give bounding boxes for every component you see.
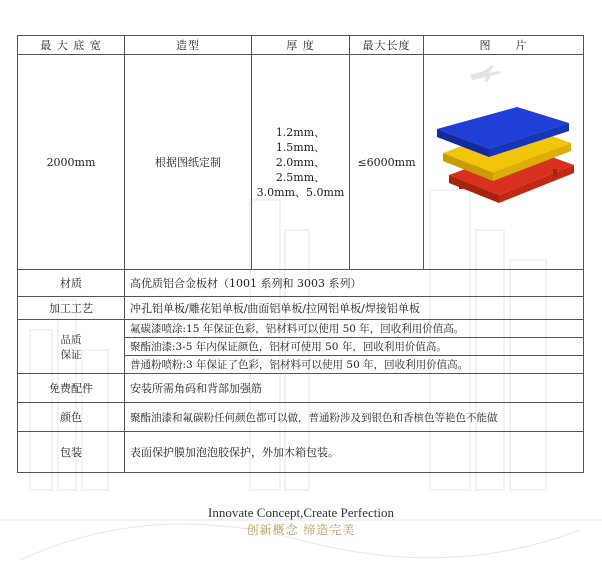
aluminum-plates-image [429, 107, 579, 217]
color-value: 聚酯油漆和氟碳粉任何颜色都可以做，普通粉涉及到银色和香槟色等艳色不能做 [125, 403, 584, 432]
slogan-chinese: 创新概念 缔造完美 [246, 523, 356, 537]
quality-item: 普通粉喷粉:3 年保证了色彩，铝材料可以使用 50 年，回收利用价值高。 [125, 356, 584, 374]
quality-item: 聚酯油漆:3-5 年内保证颜色，铝材可使用 50 年，回收利用价值高。 [125, 338, 584, 356]
thickness-line: 3.0mm、5.0mm [256, 185, 345, 199]
material-row [18, 270, 584, 297]
pack-value: 表面保护膜加泡泡胶保护，外加木箱包装。 [125, 432, 584, 473]
quality-row-1 [18, 320, 584, 338]
length-value: ≤6000mm [350, 55, 424, 270]
process-row [18, 297, 584, 320]
process-value: 冲孔铝单板/雕花铝单板/曲面铝单板/拉网铝单板/焊接铝单板 [125, 297, 584, 320]
header-row [18, 36, 584, 55]
thickness-line: 1.2mm、1.5mm、 [275, 125, 326, 154]
header-picture: 图 片 [424, 36, 584, 55]
product-picture [424, 55, 584, 270]
pack-label: 包装 [18, 432, 125, 473]
spec-table [17, 35, 584, 473]
packaging-row [18, 432, 584, 473]
process-label: 加工工艺 [18, 297, 125, 320]
header-max-length: 最大长度 [350, 36, 424, 55]
shape-value: 根据图纸定制 [125, 55, 252, 270]
material-label: 材质 [18, 270, 125, 297]
thickness-line: 2.0mm、2.5mm、 [275, 155, 326, 184]
quality-label [18, 320, 125, 374]
slogan-english: Innovate Concept,Create Perfection [208, 505, 394, 520]
free-accessories-row [18, 374, 584, 403]
header-max-width: 最 大 底 宽 [18, 36, 125, 55]
quality-item: 氟碳漆喷涂:15 年保证色彩，铝材料可以使用 50 年，回收利用价值高。 [125, 320, 584, 338]
color-row [18, 403, 584, 432]
thickness-value [252, 55, 350, 270]
header-shape: 造型 [125, 36, 252, 55]
free-label: 免费配件 [18, 374, 125, 403]
quality-label-line: 品质 [60, 333, 82, 346]
quality-label-line: 保证 [60, 348, 82, 361]
free-value: 安装所需角码和背部加强筋 [125, 374, 584, 403]
width-value: 2000mm [18, 55, 125, 270]
header-thickness: 厚 度 [252, 36, 350, 55]
material-value: 高优质铝合金板材（1001 系列和 3003 系列） [125, 270, 584, 297]
main-spec-row [18, 55, 584, 270]
color-label: 颜色 [18, 403, 125, 432]
